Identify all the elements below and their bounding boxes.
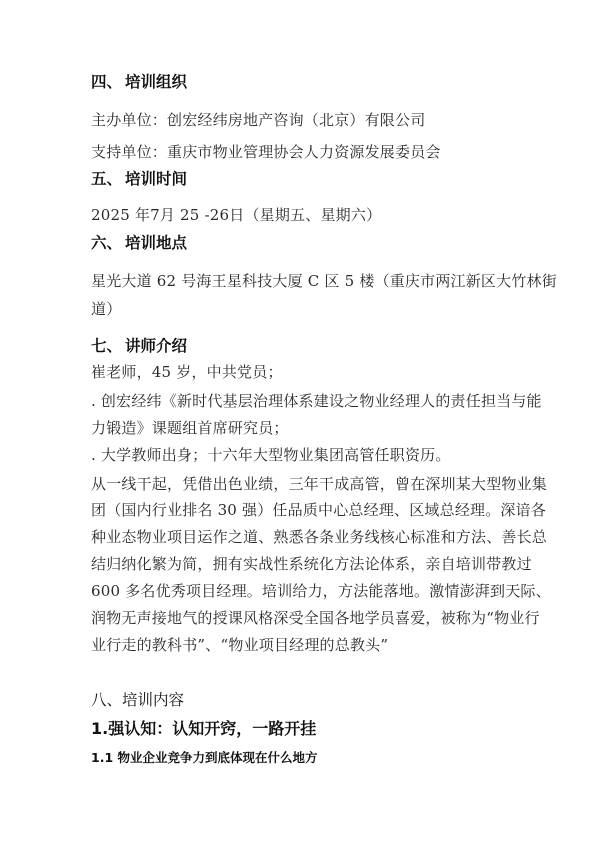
section-title: 培训组织 — [125, 73, 188, 91]
section-heading-training-organization — [91, 72, 187, 92]
instructor-line-2: . 创宏经纬《新时代基层治理体系建设之物业经理人的责任担当与能 — [91, 392, 542, 410]
section-number: 六、 — [91, 234, 123, 252]
subheading-cognition: 1.强认知：认知开窍，一路开挂 — [91, 719, 317, 738]
instructor-line-6: 团（国内行业排名 30 强）任品质中心总经理、区域总经理。深谙各 — [91, 501, 547, 519]
instructor-line-5: 从一线干起，凭借出色业绩，三年干成高管，曾在深圳某大型物业集 — [91, 475, 548, 493]
subheading-competitiveness: 1.1 物业企业竞争力到底体现在什么地方 — [91, 750, 318, 765]
instructor-line-11: 业行走的教科书”、“物业项目经理的总教头” — [91, 636, 389, 654]
organizer-line: 主办单位：创宏经纬房地产咨询（北京）有限公司 — [91, 111, 426, 129]
instructor-line-1: 崔老师，45 岁，中共党员； — [91, 363, 283, 381]
supporter-line: 支持单位：重庆市物业管理协会人力资源发展委员会 — [91, 143, 441, 161]
section-number: 七、 — [91, 337, 123, 355]
section-heading-training-location — [91, 233, 187, 253]
section-heading-training-time — [91, 169, 187, 189]
section-heading-instructor — [91, 336, 187, 356]
section-title: 培训地点 — [125, 234, 188, 252]
instructor-line-3: 力锻造》课题组首席研究员； — [91, 419, 289, 437]
instructor-line-10: 润物无声接地气的授课风格深受全国各地学员喜爱，被称为“物业行 — [91, 609, 540, 627]
instructor-line-7: 种业态物业项目运作之道、熟悉各条业务线核心标准和方法、善长总 — [91, 528, 548, 546]
section-heading-training-content: 八、培训内容 — [91, 691, 185, 709]
section-number: 五、 — [91, 170, 123, 188]
training-date: 2025 年7月 25 -26日（星期五、星期六） — [91, 206, 382, 224]
section-title: 培训时间 — [125, 170, 188, 188]
section-number: 四、 — [91, 73, 123, 91]
address-line-1: 星光大道 62 号海王星科技大厦 C 区 5 楼（重庆市两江新区大竹林街 — [91, 272, 557, 290]
address-line-2: 道） — [91, 300, 122, 318]
instructor-line-9: 600 多名优秀项目经理。培训给力，方法能落地。激情澎湃到天际、 — [91, 582, 551, 600]
instructor-line-4: . 大学教师出身；十六年大型物业集团高管任职资历。 — [91, 446, 451, 464]
instructor-line-8: 结归纳化繁为简，拥有实战性系统化方法论体系，亲自培训带教过 — [91, 555, 532, 573]
section-title: 讲师介绍 — [125, 337, 188, 355]
